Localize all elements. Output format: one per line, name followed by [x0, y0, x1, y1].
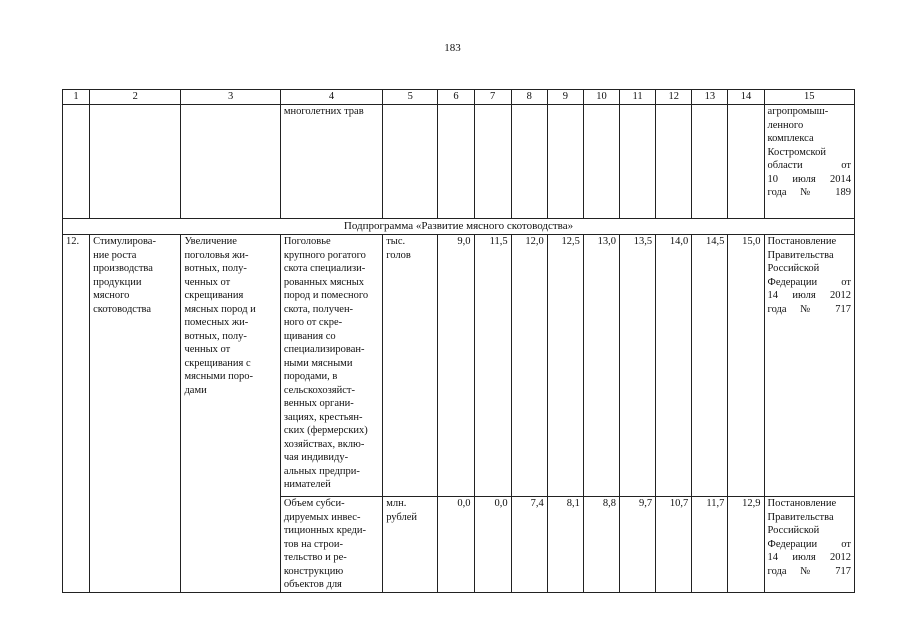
value-cell: 15,0	[728, 235, 764, 497]
column-header: 4	[280, 90, 382, 105]
value-cell: 12,9	[728, 497, 764, 593]
indicators-table	[62, 89, 855, 593]
value-cell: 9,0	[438, 235, 474, 497]
value-cell: 8,8	[583, 497, 619, 593]
indicator-name: Поголовье крупного рогатого скота специализи- рованных мясных пород и помесного скота, получен- ного от скре- щивания со специализирован- ными мясными породами, в сельскохозяйст- венных органи- зациях, крестьян- ских (фермерских) хозяйствах, вклю- чая индивиду- альных предпри- нимателей	[280, 235, 382, 497]
column-header: 8	[511, 90, 547, 105]
value-cell: 10,7	[656, 497, 692, 593]
column-header: 3	[181, 90, 280, 105]
value-cell: 12,0	[511, 235, 547, 497]
value-cell: 13,5	[620, 235, 656, 497]
column-header: 15	[764, 90, 854, 105]
subprogram-title: Подпрограмма «Развитие мясного скотоводства»	[63, 219, 855, 235]
column-header: 5	[383, 90, 438, 105]
value-cell: 9,7	[620, 497, 656, 593]
column-header: 9	[547, 90, 583, 105]
value-cell: 12,5	[547, 235, 583, 497]
column-header: 10	[583, 90, 619, 105]
continued-row	[63, 105, 855, 219]
value-cell: 13,0	[583, 235, 619, 497]
row-number: 12.	[63, 235, 90, 593]
indicator-name: Объем субси- дируемых инвес- тиционных креди- тов на строи- тельство и ре- конструкцию объектов для	[280, 497, 382, 593]
column-header: 7	[474, 90, 511, 105]
value-cell: 14,0	[656, 235, 692, 497]
measure-name: Стимулирова- ние роста производства продукции мясного скотоводства	[90, 235, 181, 593]
legal-document: агропромыш- ленного комплекса Костромской области от 10 июля 2014 года № 189	[764, 105, 854, 219]
unit: млн. рублей	[383, 497, 438, 593]
column-header: 2	[90, 90, 181, 105]
unit: тыс. голов	[383, 235, 438, 497]
value-cell: 0,0	[438, 497, 474, 593]
value-cell: 11,5	[474, 235, 511, 497]
value-cell: 14,5	[692, 235, 728, 497]
column-header: 13	[692, 90, 728, 105]
legal-document: Постановление Правительства Российской Федерации от 14 июля 2012 года № 717	[764, 235, 854, 497]
expected-result: Увеличение поголовья жи- вотных, полу- ченных от скрещивания мясных пород и помесных жи- вотных, полу- ченных от скрещивания с мясными поро- дами	[181, 235, 280, 593]
value-cell: 7,4	[511, 497, 547, 593]
table-row	[63, 235, 855, 497]
value-cell: 11,7	[692, 497, 728, 593]
column-header: 1	[63, 90, 90, 105]
column-header: 14	[728, 90, 764, 105]
indicator-name: многолетних трав	[280, 105, 382, 219]
subprogram-row	[63, 219, 855, 235]
column-header: 11	[620, 90, 656, 105]
value-cell: 8,1	[547, 497, 583, 593]
page-number: 183	[444, 42, 461, 54]
value-cell: 0,0	[474, 497, 511, 593]
column-header: 12	[656, 90, 692, 105]
column-number-row	[63, 90, 855, 105]
legal-document: Постановление Правительства Российской Федерации от 14 июля 2012 года № 717	[764, 497, 854, 593]
column-header: 6	[438, 90, 474, 105]
